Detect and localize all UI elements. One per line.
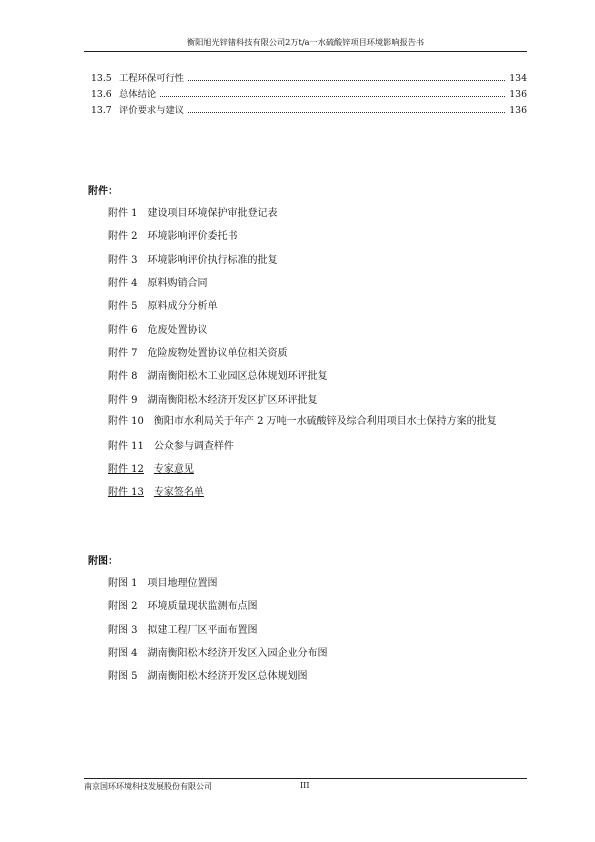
attachment-item[interactable] — [88, 479, 528, 502]
toc-entry[interactable] — [91, 86, 527, 102]
figure-item[interactable] — [88, 617, 528, 640]
running-header: 衡阳旭光锌锗科技有限公司2万t/a一水硫酸锌项目环境影响报告书 — [84, 36, 527, 52]
figure-title: 项目地理位置图 — [147, 578, 218, 590]
toc-entry[interactable] — [91, 102, 527, 118]
attachment-label: 附件 13 — [108, 487, 144, 499]
attachment-title: 原料购销合同 — [147, 278, 208, 290]
figure-item[interactable] — [88, 663, 528, 686]
attachments-list — [88, 200, 528, 503]
attachment-item[interactable] — [88, 340, 528, 363]
attachment-item[interactable] — [88, 316, 528, 339]
attachment-label: 附件 9 — [108, 394, 138, 406]
toc-entry[interactable] — [91, 70, 527, 86]
attachment-label: 附件 3 — [108, 254, 138, 266]
attachment-title: 环境影响评价委托书 — [147, 231, 238, 243]
toc-leader — [188, 112, 505, 113]
attachment-label: 附件 11 — [108, 440, 144, 452]
attachment-title: 专家签名单 — [153, 487, 204, 499]
attachment-item[interactable] — [88, 247, 528, 270]
toc-page-number: 136 — [509, 105, 527, 116]
attachment-item[interactable] — [88, 386, 528, 409]
attachment-label: 附件 12 — [108, 464, 144, 476]
figure-item[interactable] — [88, 570, 528, 593]
toc-page-number: 134 — [509, 73, 527, 84]
attachment-item[interactable] — [88, 433, 528, 456]
attachment-item[interactable] — [88, 293, 528, 316]
figure-item[interactable] — [88, 640, 528, 663]
attachment-title: 建设项目环境保护审批登记表 — [147, 208, 278, 220]
toc-title: 工程环保可行性 — [119, 73, 185, 84]
toc-number: 13.5 — [91, 73, 112, 84]
attachment-label: 附件 5 — [108, 301, 138, 313]
attachment-item[interactable] — [88, 270, 528, 293]
page-number: III — [300, 781, 310, 790]
attachment-label: 附件 4 — [108, 278, 138, 290]
toc-title: 评价要求与建议 — [119, 105, 185, 116]
figure-title: 拟建工程厂区平面布置图 — [147, 624, 258, 636]
attachment-title: 公众参与调查样件 — [153, 440, 234, 452]
toc-number: 13.7 — [91, 105, 112, 116]
toc-number: 13.6 — [91, 89, 112, 100]
figure-label: 附图 1 — [108, 578, 138, 590]
toc-title: 总体结论 — [119, 89, 157, 100]
figure-title: 环境质量现状监测布点图 — [147, 601, 258, 613]
attachment-title: 环境影响评价执行标准的批复 — [147, 254, 278, 266]
figure-title: 湖南衡阳松木经济开发区入园企业分布图 — [147, 648, 328, 660]
attachment-item[interactable] — [88, 456, 528, 479]
figure-title: 湖南衡阳松木经济开发区总体规划图 — [147, 671, 308, 683]
attachment-title: 危险废物处置协议单位相关资质 — [147, 347, 288, 359]
figure-label: 附图 4 — [108, 648, 138, 660]
figures-heading: 附图： — [88, 556, 118, 567]
attachment-title: 湖南衡阳松木经济开发区扩区环评批复 — [147, 394, 318, 406]
attachment-title: 湖南衡阳松木工业园区总体规划环评批复 — [147, 371, 328, 383]
figure-item[interactable] — [88, 593, 528, 616]
toc-leader — [188, 80, 505, 81]
attachment-label: 附件 8 — [108, 371, 138, 383]
figure-label: 附图 2 — [108, 601, 138, 613]
attachment-item[interactable] — [88, 200, 528, 223]
figure-label: 附图 3 — [108, 624, 138, 636]
toc-page-number: 136 — [509, 89, 527, 100]
attachment-title: 危废处置协议 — [147, 324, 208, 336]
table-of-contents — [91, 70, 527, 118]
attachment-label: 附件 6 — [108, 324, 138, 336]
footer-divider — [84, 778, 527, 779]
attachment-label: 附件 7 — [108, 347, 138, 359]
footer-company: 南京国环环境科技发展股份有限公司 — [84, 782, 212, 791]
attachment-item[interactable] — [88, 411, 528, 432]
attachment-label: 附件 2 — [108, 231, 138, 243]
attachment-title: 原料成分分析单 — [147, 301, 218, 313]
attachment-title: 专家意见 — [153, 464, 194, 476]
attachment-item[interactable] — [88, 363, 528, 386]
figures-list — [88, 570, 528, 686]
attachment-title: 衡阳市水利局关于年产 2 万吨一水硫酸锌及综合利用项目水土保持方案的批复 — [153, 415, 497, 427]
attachment-label: 附件 10 — [108, 415, 144, 427]
attachment-item[interactable] — [88, 223, 528, 246]
attachments-heading: 附件： — [88, 186, 118, 197]
attachment-label: 附件 1 — [108, 208, 138, 220]
figure-label: 附图 5 — [108, 671, 138, 683]
toc-leader — [160, 96, 505, 97]
